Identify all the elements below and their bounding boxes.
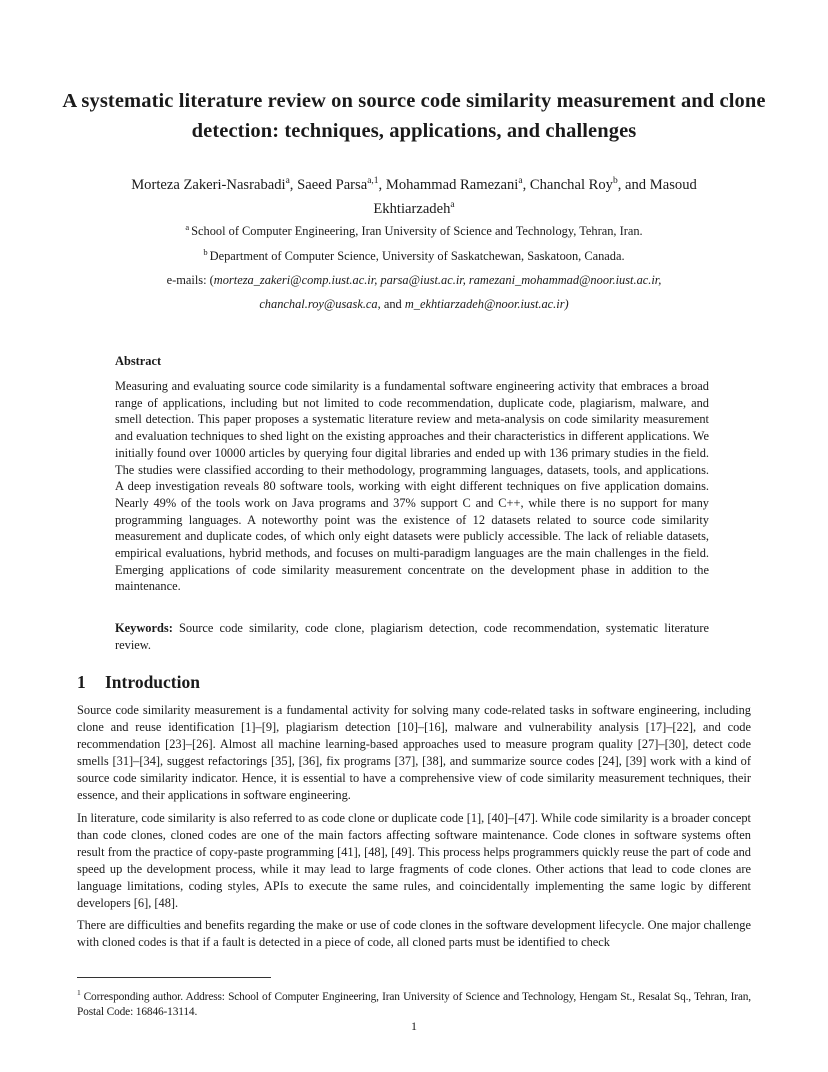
author-affiliation-mark: a <box>450 199 455 210</box>
email-link[interactable]: chanchal.roy@usask.ca <box>259 297 378 311</box>
affiliation-mark: a <box>185 222 190 232</box>
keywords <box>115 620 709 653</box>
footnote-mark: 1 <box>77 988 81 997</box>
keywords-text: Source code similarity, code clone, plagiarism detection, code recommendation, systematic literature review. <box>115 621 709 652</box>
section-number: 1 <box>77 672 86 692</box>
author-affiliation-mark: a,1 <box>367 176 379 186</box>
author-emails <box>60 268 768 316</box>
author-list <box>90 171 738 219</box>
emails-line-1: morteza_zakeri@comp.iust.ac.ir, parsa@iust.ac.ir, ramezani_mohammad@noor.iust.ac.ir, <box>213 273 662 287</box>
abstract-heading: Abstract <box>115 354 162 368</box>
author-name: Morteza Zakeri-Nasrabadi <box>131 176 286 193</box>
email-link[interactable]: m_ekhtiarzadeh@noor.iust.ac.ir) <box>404 297 569 311</box>
author-affiliation-mark: b <box>612 176 618 186</box>
author-affiliation-mark: a <box>518 176 523 186</box>
body-paragraph: In literature, code similarity is also referred to as code clone or duplicate code [1], [40]–[47]. While code similarity is a broader concept than code clones, cloned codes are one of the main factors affecting software maintenance. Code clones in software systems often result from the practice of copy-paste programming [41], [48], [49]. This process helps programmers quickly reuse the part of code and speed up the development process, while it may lead to large fragments of code clones. Other actions that lead to code clones are language limitations, coding styles, APIs to execute the same rules, and coincidentally implementing the same logic by different developers [6], [48]. <box>77 811 751 910</box>
author-affiliation-mark: a <box>285 176 290 186</box>
section-heading <box>77 672 200 693</box>
author-name: Masoud Ekhtiarzadeh <box>373 176 697 217</box>
footnote-text: Corresponding author. Address: School of Computer Engineering, Iran University of Science and Technology, Hengam St., Resalat Sq., Tehran, Iran, Postal Code: 16846-13114. <box>77 990 751 1019</box>
author-separator: , and <box>617 176 650 193</box>
body-paragraph: There are difficulties and benefits regarding the make or use of code clones in the software development lifecycle. One major challenge with cloned codes is that if a fault is detected in a piece of code, all cloned parts must be identified to check <box>77 918 751 949</box>
paper-title: A systematic literature review on source code similarity measurement and clone detection: techniques, applications, and challenges <box>62 90 766 142</box>
footnote-divider <box>77 977 271 978</box>
footnote <box>77 985 751 1021</box>
section-title: Introduction <box>105 672 200 692</box>
affiliation-mark: b <box>203 247 208 257</box>
body-paragraph: Source code similarity measurement is a fundamental activity for solving many code-related tasks in software engineering, including clone and reuse identification [1]–[9], plagiarism detection [10]–[16], malware and vulnerability analysis [17]–[22], and code recommendation [23]–[26]. Almost all machine learning-based approaches used to measure program quality [27]–[30], detect code smells [31]–[34], suggest refactorings [35], [36], fix programs [37], [38], and summarize source codes [24], [39] work with a kind of source code similarity indicator. Hence, it is essential to have a comprehensive view of code similarity measurement techniques, their essence, and their applications in software engineering. <box>77 703 751 802</box>
keywords-label: Keywords: <box>115 621 173 635</box>
affiliation <box>60 219 768 239</box>
author-name: Saeed Parsa <box>297 176 368 193</box>
affiliation-text: Department of Computer Science, University of Saskatchewan, Saskatoon, Canada. <box>209 249 625 264</box>
abstract-text: Measuring and evaluating source code similarity is a fundamental software engineering activity that embraces a broad range of applications, including but not limited to code recommendation, duplicate code, plagiarism, malware, and smell detection. This paper proposes a systematic literature review and meta-analysis on code similarity measurement and evaluation techniques to shed light on the existing approaches and their characteristics in different applications. We initially found over 10000 articles by querying four digital libraries and ended up with 136 primary studies in the field. The studies were classified according to their methodology, programming languages, datasets, tools, and applications. A deep investigation reveals 80 software tools, working with eight different techniques on five application domains. Nearly 49% of the tools work on Java programs and 37% support C and C++, while there is no support for many programming languages. A noteworthy point was the existence of 12 datasets related to source code similarity measurement and duplicate codes, of which only eight datasets were publicly accessible. The lack of reliable datasets, empirical evaluations, hybrid methods, and focuses on multi-paradigm languages are the main challenges in the field. Emerging applications of code similarity measurement concentrate on the development phase in addition to the maintenance. <box>115 379 709 594</box>
author-separator: , <box>289 176 298 193</box>
author-name: Mohammad Ramezani <box>385 176 519 193</box>
emails-and: , and <box>377 297 405 311</box>
author-separator: , <box>378 176 386 193</box>
author-name: Chanchal Roy <box>529 176 613 193</box>
author-separator: , <box>522 176 530 193</box>
affiliation <box>60 244 768 264</box>
emails-prefix: e-mails: ( <box>166 273 214 287</box>
page-number: 1 <box>411 1019 417 1033</box>
affiliation-text: School of Computer Engineering, Iran University of Science and Technology, Tehran, Iran. <box>191 224 643 239</box>
